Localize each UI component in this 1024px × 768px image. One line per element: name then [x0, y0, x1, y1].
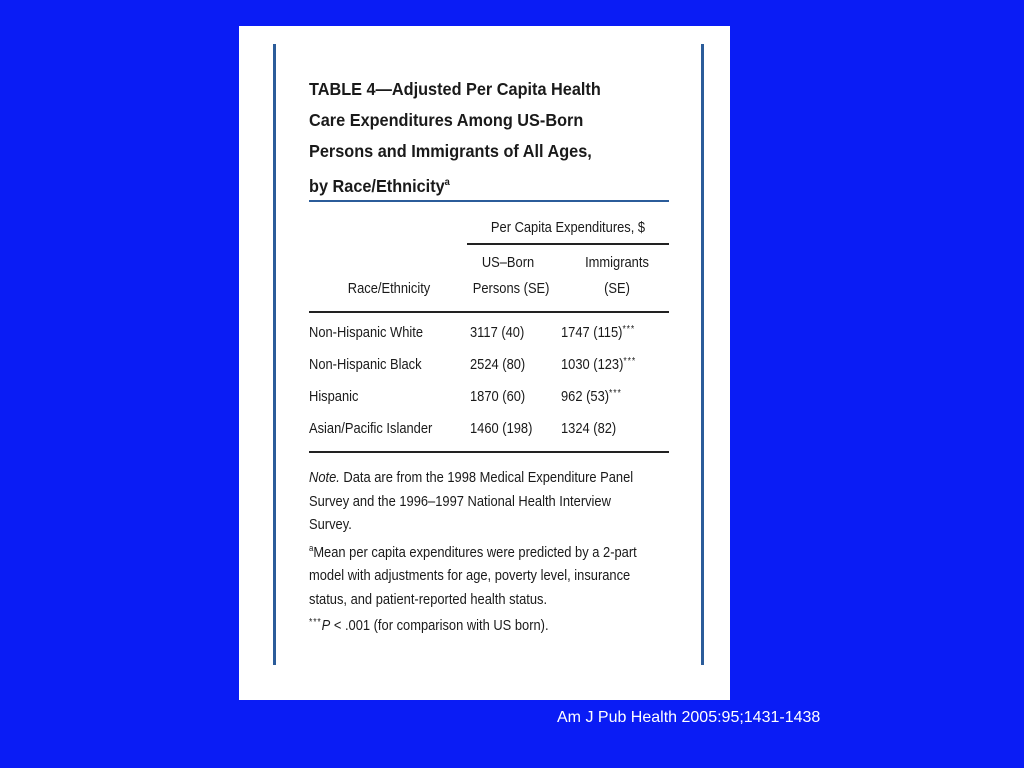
- row-immigrants-cell: [561, 420, 616, 437]
- row-us-born-value: 2524 (80): [470, 356, 526, 373]
- row-us-born-value: 1870 (60): [470, 388, 526, 405]
- col-header-usborn-2: Persons (SE): [472, 280, 550, 297]
- title-line: Persons and Immigrants of All Ages,: [309, 141, 592, 161]
- footnote-a-text: Mean per capita expenditures were predicted by a 2-part model with adjustments for age, poverty level, insurance status, and patient-reported health status.: [309, 543, 637, 608]
- note-label: Note.: [309, 469, 340, 486]
- col-header-race: Race/Ethnicity: [347, 280, 431, 297]
- table-page: [239, 26, 730, 700]
- significance-mark: ***: [309, 617, 322, 628]
- spanner-header: Per Capita Expenditures, $: [490, 219, 646, 236]
- left-margin-rule: [273, 44, 276, 665]
- row-race: Non-Hispanic White: [309, 324, 423, 341]
- title-underline: [309, 200, 669, 202]
- row-us-born-value: 1460 (198): [470, 420, 533, 437]
- row-race: Non-Hispanic Black: [309, 356, 422, 373]
- row-race: Asian/Pacific Islander: [309, 420, 433, 437]
- col-header-immigrants-2: (SE): [604, 280, 630, 297]
- footnote-significance: [309, 611, 653, 638]
- row-immigrants-cell: [561, 356, 636, 373]
- table-notes: [309, 466, 653, 638]
- table-title: [309, 74, 644, 202]
- table-bottom-rule: [309, 451, 669, 453]
- note-paragraph: [309, 466, 653, 537]
- row-immigrants-value: 1324 (82): [561, 420, 617, 437]
- row-immigrants-value: 1030 (123): [561, 356, 624, 373]
- title-line: by Race/Ethnicity$^a$: [309, 175, 450, 196]
- row-immigrants-cell: [561, 324, 635, 341]
- right-margin-rule: [701, 44, 704, 665]
- significance-p: P: [321, 617, 331, 634]
- row-immigrants-cell: [561, 388, 622, 405]
- row-race: Hispanic: [309, 388, 359, 405]
- footnote-a: [309, 537, 653, 612]
- col-header-immigrants-1: Immigrants: [585, 254, 649, 271]
- footnote-a-mark: a: [309, 542, 314, 553]
- title-line: TABLE 4—Adjusted Per Capita Health: [309, 79, 601, 99]
- note-text: Data are from the 1998 Medical Expenditure Panel Survey and the 1996–1997 National Health Interview Survey.: [309, 469, 634, 533]
- header-rule: [309, 311, 669, 313]
- row-significance-mark: ***: [609, 388, 622, 399]
- citation: Am J Pub Health 2005:95;1431-1438: [557, 709, 821, 726]
- col-header-usborn-1: US–Born: [481, 254, 535, 271]
- row-immigrants-value: 1747 (115): [561, 324, 623, 341]
- row-us-born-value: 3117 (40): [470, 324, 525, 341]
- significance-text: < .001 (for comparison with US born).: [330, 617, 549, 634]
- title-footnote-mark: a: [444, 177, 450, 188]
- row-significance-mark: ***: [622, 324, 636, 335]
- row-immigrants-value: 962 (53): [561, 388, 610, 405]
- row-significance-mark: ***: [623, 356, 637, 367]
- spanner-rule: [467, 243, 669, 245]
- title-line: Care Expenditures Among US-Born: [309, 110, 584, 130]
